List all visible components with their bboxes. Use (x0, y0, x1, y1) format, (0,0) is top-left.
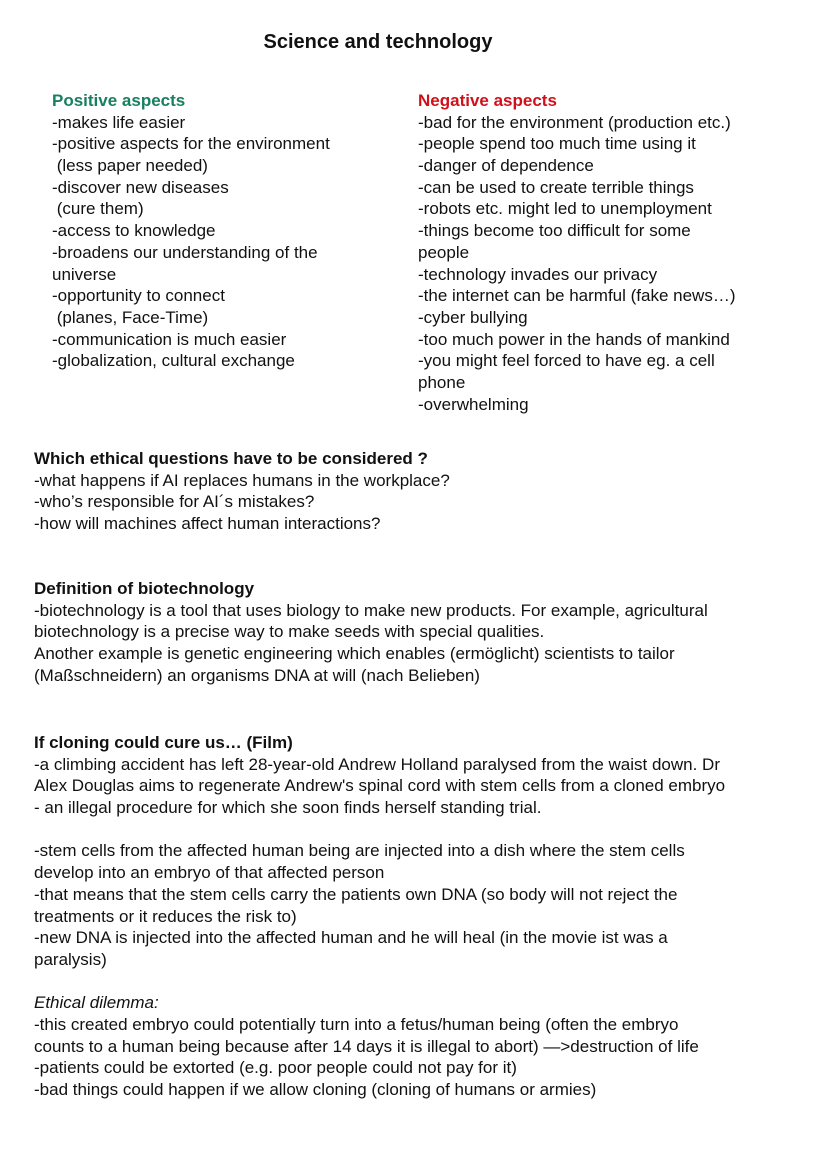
text-line: (cure them) (52, 199, 144, 219)
positive-heading: Positive aspects (52, 91, 186, 110)
biotech-section (34, 578, 708, 686)
text-line: -the internet can be harmful (fake news…) (418, 286, 736, 306)
text-line: -can be used to create terrible things (418, 177, 694, 197)
text-line: -people spend too much time using it (418, 134, 696, 154)
text-line: phone (418, 372, 466, 392)
text-line: -bad for the environment (production etc.) (418, 112, 731, 132)
text-line: (less paper needed) (52, 156, 208, 176)
text-line: -robots etc. might led to unemployment (418, 199, 712, 219)
negative-heading: Negative aspects (418, 91, 557, 110)
text-line: treatments or it reduces the risk to) (34, 906, 297, 926)
dilemma-heading: Ethical dilemma: (34, 993, 159, 1013)
text-line: -technology invades our privacy (418, 264, 658, 284)
text-line: Alex Douglas aims to regenerate Andrew's spinal cord with stem cells from a cloned embryo (34, 776, 726, 796)
ethical-questions-section (34, 448, 450, 535)
negative-aspects-section (418, 90, 735, 415)
text-line: -too much power in the hands of mankind (418, 329, 730, 349)
text-line: universe (52, 264, 117, 284)
text-line: -danger of dependence (418, 156, 594, 176)
text-line: -access to knowledge (52, 221, 216, 241)
text-line: (planes, Face-Time) (52, 307, 209, 327)
cloning-heading: If cloning could cure us… (Film) (34, 733, 293, 752)
text-line: -things become too difficult for some (418, 221, 691, 241)
text-line: develop into an embryo of that affected person (34, 863, 385, 883)
text-line: -you might feel forced to have eg. a cell (418, 351, 715, 371)
biotech-heading: Definition of biotechnology (34, 579, 255, 598)
text-line: -communication is much easier (52, 329, 287, 349)
text-line: -globalization, cultural exchange (52, 351, 295, 371)
text-line: -bad things could happen if we allow cloning (cloning of humans or armies) (34, 1080, 597, 1099)
text-line: -biotechnology is a tool that uses biology to make new products. For example, agricultural (34, 600, 708, 620)
text-line: -broadens our understanding of the (52, 242, 318, 262)
text-line: (Maßschneidern) an organisms DNA at will (nach Belieben) (34, 665, 480, 685)
text-line: -stem cells from the affected human being are injected into a dish where the stem cells (34, 841, 685, 861)
text-line: - an illegal procedure for which she soon finds herself standing trial. (34, 798, 542, 818)
text-line: -makes life easier (52, 112, 186, 132)
text-line: -opportunity to connect (52, 286, 225, 306)
text-line: -that means that the stem cells carry the patients own DNA (so body will not reject the (34, 884, 678, 904)
text-line: Another example is genetic engineering which enables (ermöglicht) scientists to tailor (34, 644, 675, 664)
cloning-section (34, 732, 725, 1101)
text-line: -a climbing accident has left 28-year-old Andrew Holland paralysed from the waist down. Dr (34, 754, 720, 774)
ethics-heading: Which ethical questions have to be considered ? (34, 449, 428, 468)
text-line: biotechnology is a precise way to make seeds with special qualities. (34, 622, 545, 642)
positive-aspects-section (52, 90, 330, 372)
text-line: -this created embryo could potentially turn into a fetus/human being (often the embryo (34, 1014, 679, 1034)
text-line: -new DNA is injected into the affected human and he will heal (in the movie ist was a (34, 928, 668, 948)
text-line: -positive aspects for the environment (52, 134, 330, 154)
text-line: -how will machines affect human interactions? (34, 514, 381, 534)
page-title: Science and technology (263, 31, 493, 53)
text-line: -discover new diseases (52, 177, 229, 197)
text-line: -who’s responsible for AI´s mistakes? (34, 492, 315, 512)
text-line: -what happens if AI replaces humans in the workplace? (34, 470, 450, 490)
text-line: people (418, 242, 470, 262)
text-line: -cyber bullying (418, 307, 528, 327)
text-line: -overwhelming (418, 394, 529, 414)
text-line: counts to a human being because after 14 days it is illegal to abort) —>destruction of life (34, 1036, 699, 1056)
text-line: -patients could be extorted (e.g. poor people could not pay for it) (34, 1058, 517, 1078)
text-line: paralysis) (34, 949, 107, 969)
